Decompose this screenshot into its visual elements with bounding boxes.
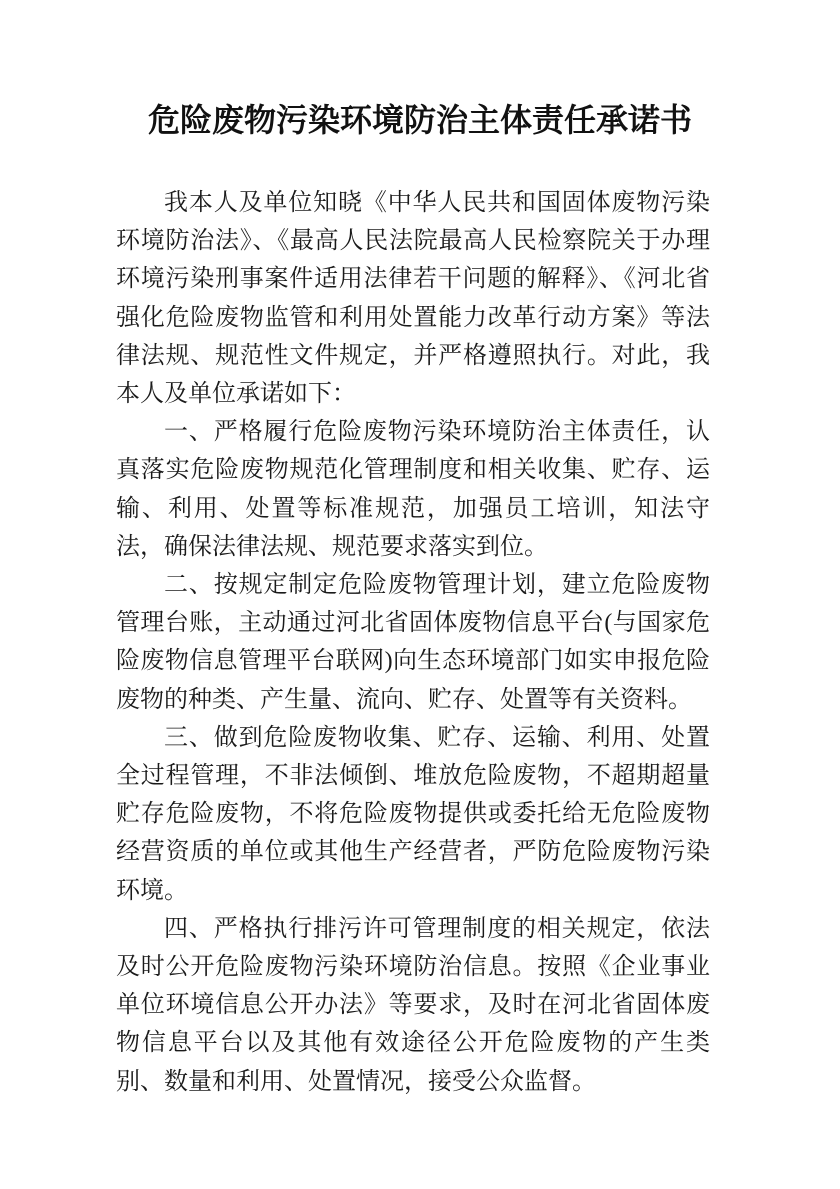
- paragraph-item-3: 三、做到危险废物收集、贮存、运输、利用、处置全过程管理，不非法倾倒、堆放危险废物，不超期超量贮存危险废物，不将危险废物提供或委托给无危险废物经营资质的单位或其他生产经营者，严防危险废物污染环境。: [116, 724, 710, 904]
- paragraph-item-4: 四、严格执行排污许可管理制度的相关规定，依法及时公开危险废物污染环境防治信息。按照《企业事业单位环境信息公开办法》等要求，及时在河北省固体废物信息平台以及其他有效途径公开危险废物的产生类别、数量和利用、处置情况，接受公众监督。: [116, 915, 710, 1095]
- document-title: 危险废物污染环境防治主体责任承诺书: [147, 102, 692, 138]
- paragraph-item-2: 二、按规定制定危险废物管理计划，建立危险废物管理台账，主动通过河北省固体废物信息平台(与国家危险废物信息管理平台联网)向生态环境部门如实申报危险废物的种类、产生量、流向、贮存、处置等有关资料。: [116, 572, 710, 713]
- paragraph-intro: 我本人及单位知晓《中华人民共和国固体废物污染环境防治法》、《最高人民法院最高人民检察院关于办理环境污染刑事案件适用法律若干问题的解释》、《河北省强化危险废物监管和利用处置能力改革行动方案》等法律法规、规范性文件规定，并严格遵照执行。对此，我本人及单位承诺如下：: [116, 190, 710, 408]
- document-body: [116, 184, 710, 1101]
- paragraph-item-1: 一、严格履行危险废物污染环境防治主体责任，认真落实危险废物规范化管理制度和相关收集、贮存、运输、利用、处置等标准规范，加强员工培训，知法守法，确保法律法规、规范要求落实到位。: [116, 419, 710, 560]
